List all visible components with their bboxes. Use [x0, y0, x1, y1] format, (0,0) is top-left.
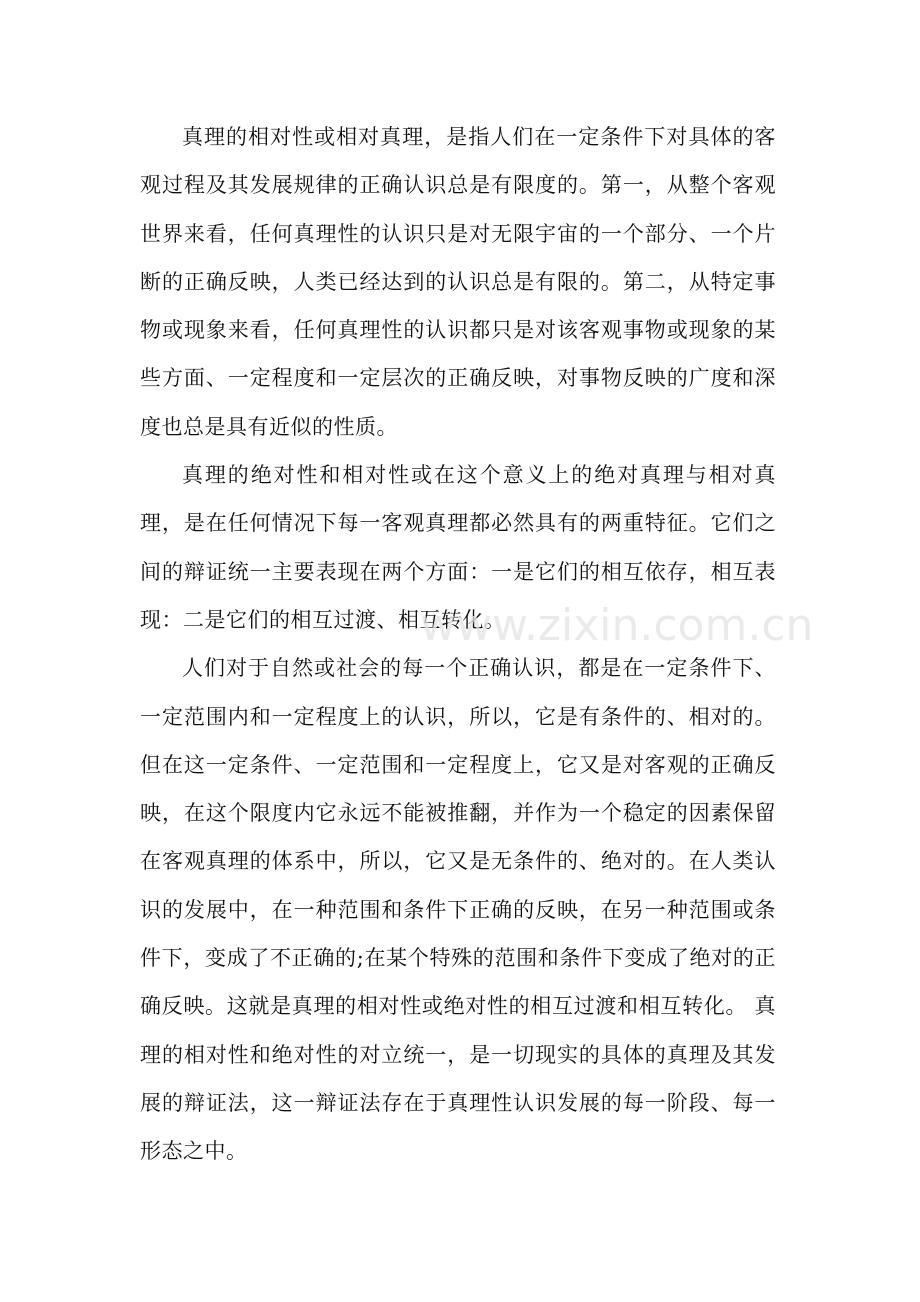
paragraph-1: 真理的相对性或相对真理，是指人们在一定条件下对具体的客观过程及其发展规律的正确认识总是有限度的。第一，从整个客观世界来看，任何真理性的认识只是对无限宇宙的一个部分、一个片断的正确反映，人类已经达到的认识总是有限的。第二，从特定事物或现象来看，任何真理性的认识都只是对该客观事物或现象的某些方面、一定程度和一定层次的正确反映，对事物反映的广度和深度也总是具有近似的性质。 [140, 125, 776, 439]
paragraph-2: 真理的绝对性和相对性或在这个意义上的绝对真理与相对真理，是在任何情况下每一客观真理都必然具有的两重特征。它们之间的辩证统一主要表现在两个方面：一是它们的相互依存，相互表现：二是它们的相互过渡、相互转化。 [140, 463, 776, 632]
watermark: www.zixin.com.cn [420, 600, 814, 651]
paragraph-3: 人们对于自然或社会的每一个正确认识，都是在一定条件下、一定范围内和一定程度上的认识，所以，它是有条件的、相对的。但在这一定条件、一定范围和一定程度上，它又是对客观的正确反映，在这个限度内它永远不能被推翻，并作为一个稳定的因素保留在客观真理的体系中，所以，它又是无条件的、绝对的。在人类认识的发展中，在一种范围和条件下正确的反映，在另一种范围或条件下，变成了不正确的;在某个特殊的范围和条件下变成了绝对的正确反映。这就是真理的相对性或绝对性的相互过渡和相互转化。 真理的相对性和绝对性的对立统一，是一切现实的具体的真理及其发展的辩证法，这一辩证法存在于真理性认识发展的每一阶段、每一形态之中。 [140, 656, 776, 1164]
document-body [140, 113, 814, 1176]
